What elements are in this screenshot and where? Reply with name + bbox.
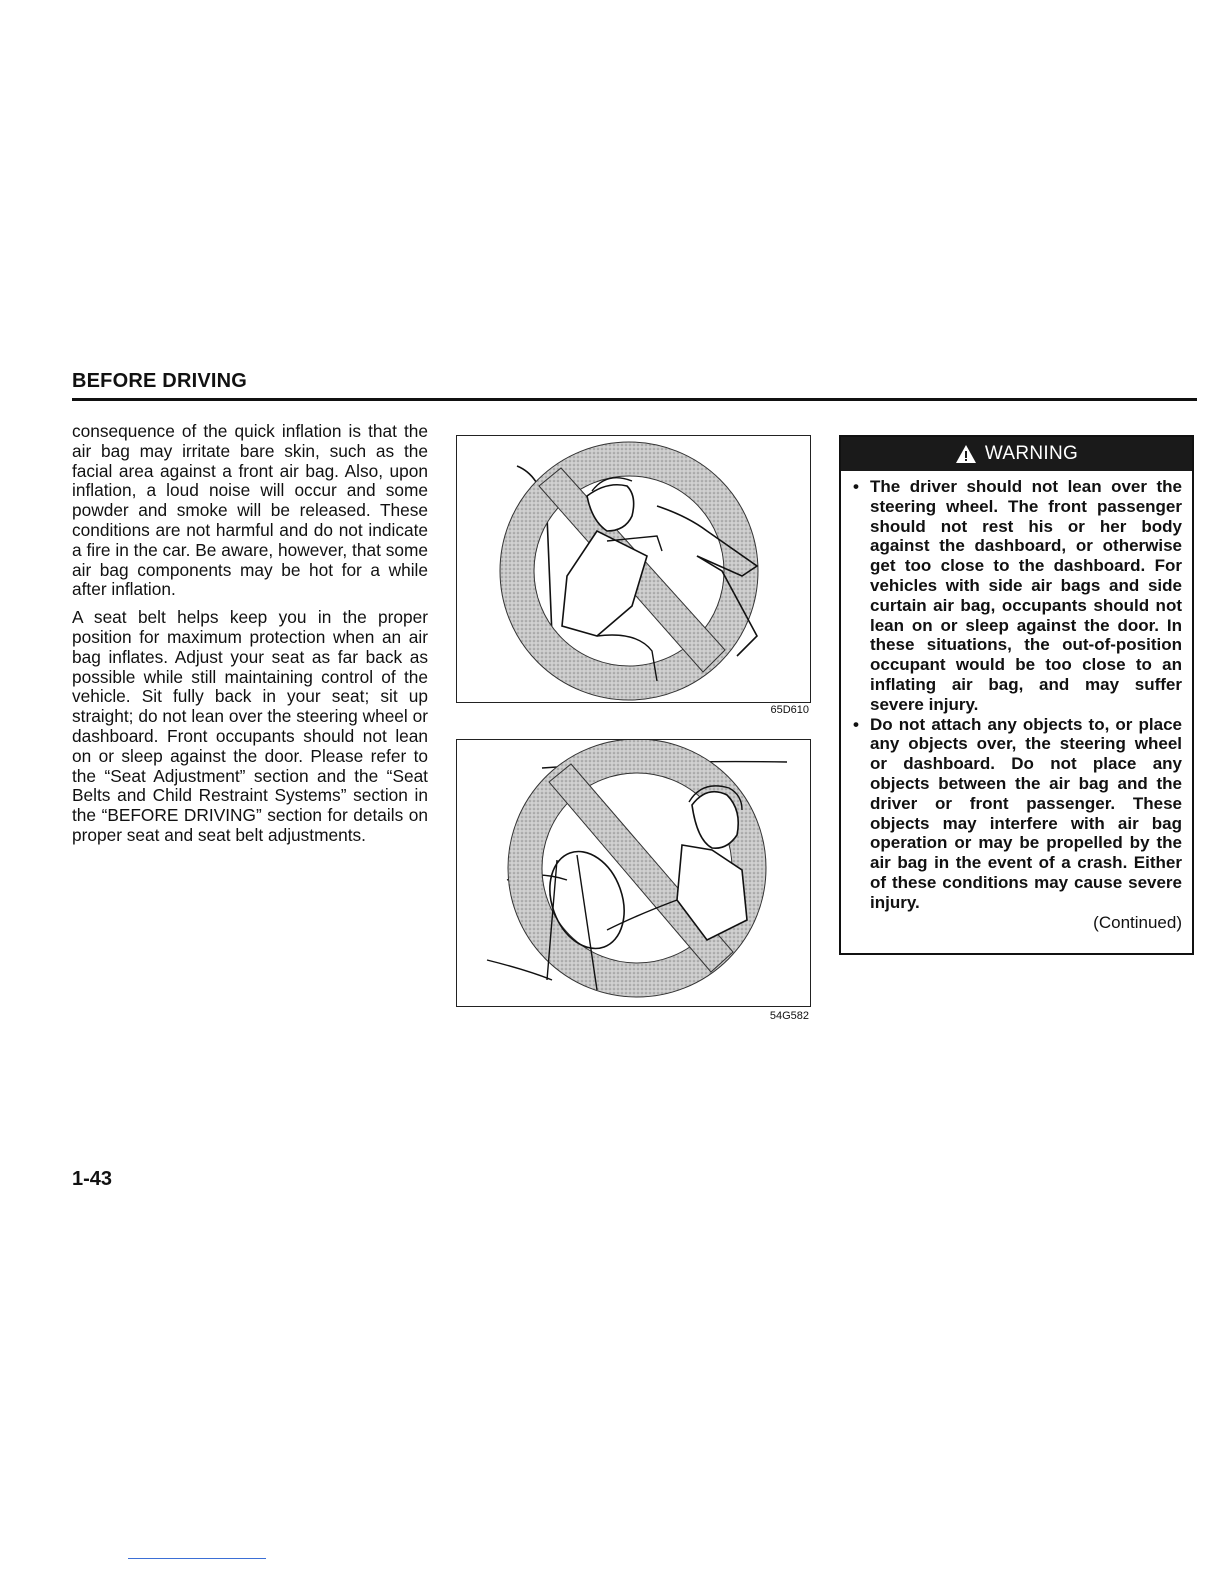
footer-rule — [128, 1558, 266, 1559]
body-text-column — [72, 422, 428, 854]
driver-close-illustration — [457, 740, 810, 1006]
warning-item-text: Do not attach any objects to, or place any objects over, the steering wheel or dashboard. Do not place any objects between the air bag and the driver or front passenger. These objects may interfere with air bag operation or may be propelled by the air bag in the event of a crash. Either of these conditions may cause severe injury. — [870, 714, 1182, 912]
bullet-icon: • — [853, 477, 859, 496]
figure-code: 54G582 — [769, 1010, 809, 1022]
figure-driver-close — [456, 739, 811, 1007]
bullet-icon: • — [853, 714, 859, 734]
warning-triangle-icon — [955, 444, 977, 464]
warning-header — [841, 437, 1192, 471]
continued-label: (Continued) — [1093, 912, 1182, 932]
warning-list — [841, 471, 1192, 913]
body-paragraph: A seat belt helps keep you in the proper position for maximum protection when an air bag inflates. Adjust your seat as far back as possible while still maintaining control of the vehicle. Sit fully back in your seat; sit up straight; do not lean over the steering wheel or dashboard. Front occupants should not lean on or sleep against the door. Please refer to the “Seat Adjustment” section and the “Seat Belts and Child Restraint Systems” section in the “BEFORE DRIVING” section for details on proper seat and seat belt adjustments. — [72, 607, 428, 845]
warning-item — [853, 477, 1182, 715]
warning-box — [839, 435, 1194, 955]
warning-item-text: The driver should not lean over the steering wheel. The front passenger should not rest his or her body against the dashboard, or otherwise get too close to the dashboard. For vehicles with side air bags and side curtain air bag, occupants should not lean on or sleep against the door. In these situations, the out-of-position occupant would be too close to an inflating air bag, and may suffer severe injury. — [870, 477, 1182, 714]
header-rule — [72, 398, 1197, 401]
warning-item — [853, 715, 1182, 913]
page-number: 1-43 — [72, 1168, 113, 1190]
figure-lean-over-wheel — [456, 435, 811, 703]
body-paragraph: consequence of the quick inflation is that the air bag may irritate bare skin, such as the facial area against a front air bag. Also, upon inflation, a loud noise will occur and some powder and smoke will be released. These conditions are not harmful and do not indicate a fire in the car. Be aware, however, that some air bag components may be hot for a while after inflation. — [72, 421, 428, 600]
warning-title: WARNING — [984, 443, 1079, 464]
lean-over-wheel-illustration — [457, 436, 810, 702]
section-title: BEFORE DRIVING — [72, 370, 248, 392]
figure-code: 65D610 — [770, 704, 809, 716]
